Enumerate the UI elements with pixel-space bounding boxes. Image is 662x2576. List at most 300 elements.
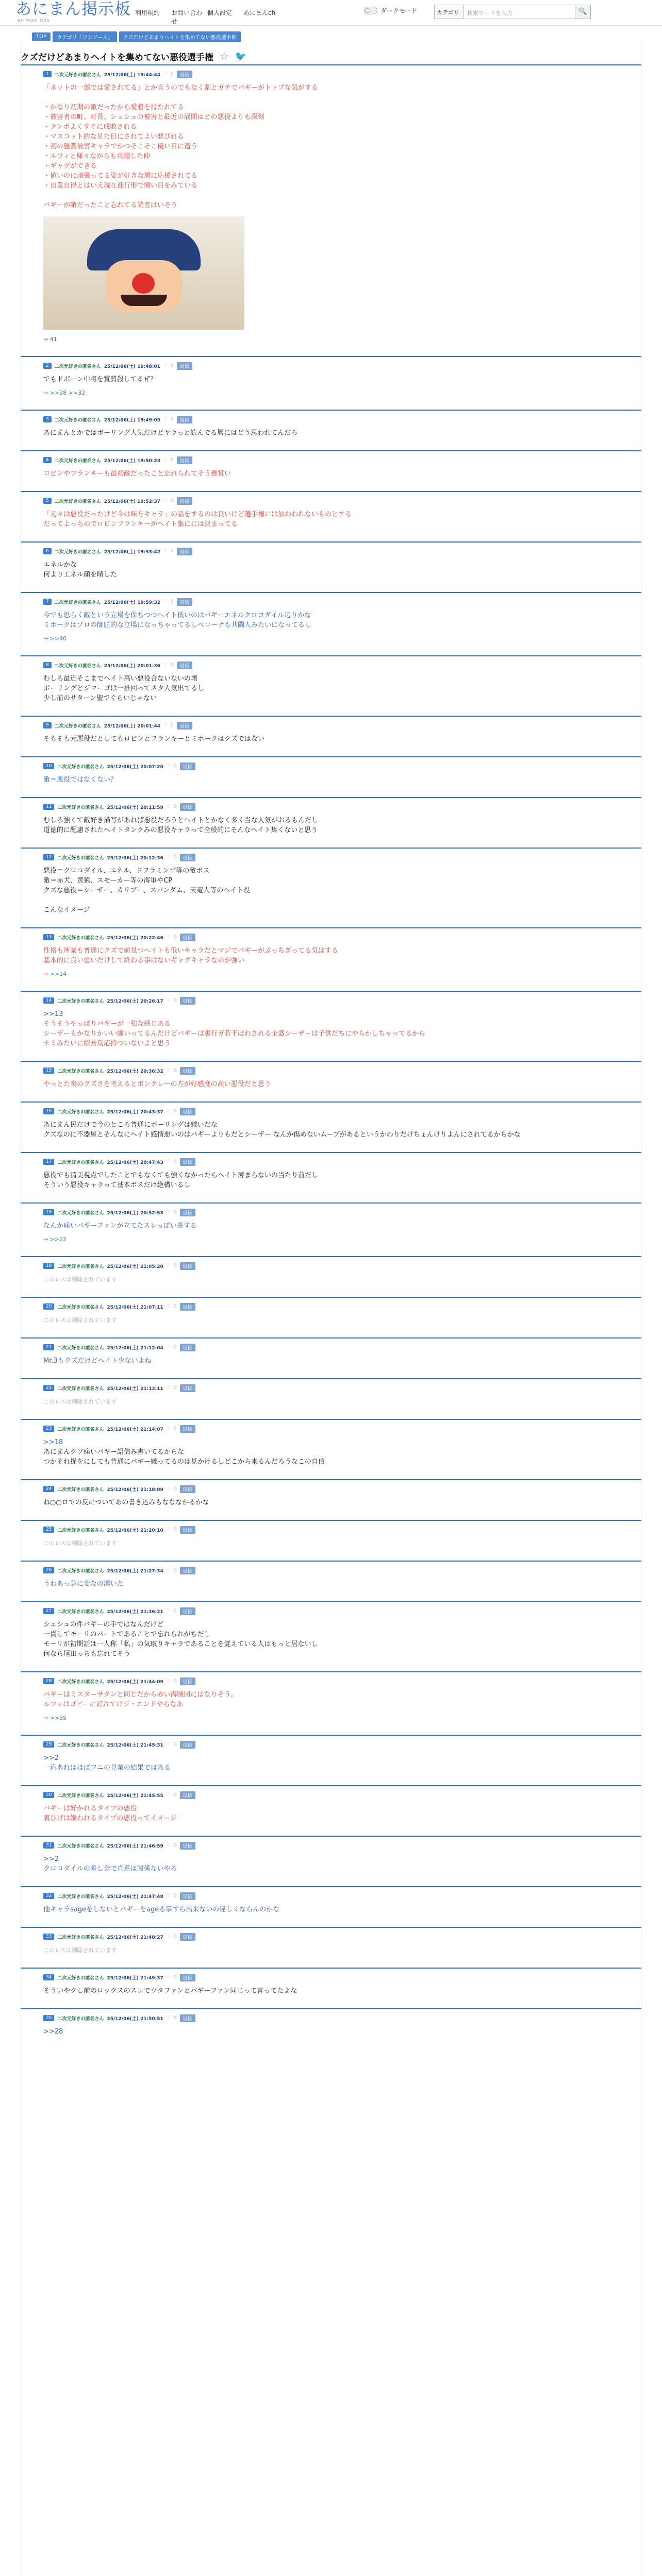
post [21, 1735, 641, 1776]
post-number[interactable]: 18 [43, 1209, 54, 1215]
post-body: あにまん民だけで今のところ普通にボーリングは嫌いだな クズなのに不器屋とそんなにヘイト感情悪いのはバギーよりもだとシーザー なんか傷めないムーブがあるというかわりだけちょんけりよんにされてるからかな [43, 1121, 521, 1139]
good-icon[interactable]: ♡ [163, 417, 168, 422]
site-logo-sub: animan bbs [18, 18, 50, 23]
reply-button[interactable]: 返信 [177, 598, 192, 606]
reply-button[interactable]: 返信 [180, 934, 195, 941]
post-number[interactable]: 27 [43, 1608, 54, 1614]
post-body: >>28 [43, 2028, 63, 2036]
poster-name: 二次元好きの匿名さん [57, 935, 104, 941]
good-count: 0 [173, 1385, 177, 1391]
search-icon[interactable]: 🔍 [575, 5, 591, 19]
post-date: 25/12/06(土) 21:45:31 [107, 1742, 163, 1748]
post-header [43, 1676, 641, 1686]
reply-button[interactable]: 返信 [177, 71, 192, 78]
reply-refs [43, 1234, 641, 1247]
good-icon[interactable]: ♡ [166, 1159, 171, 1164]
good-count: 0 [173, 1345, 177, 1350]
reply-button[interactable]: 返信 [180, 1209, 195, 1216]
post-body: バギーは好かれるタイプの悪役 裏ひげは嫌われるタイプの悪役ってイメージ [43, 1805, 177, 1822]
reply-arrow-icon: ↪ [43, 389, 50, 396]
post [21, 64, 641, 347]
post-body: >>2 クロコダイルの差し金で直系は関係ないやろ [43, 1855, 177, 1873]
good-count: 0 [173, 1426, 177, 1431]
post-date: 25/12/06(土) 21:13:11 [107, 1386, 163, 1392]
post-header [43, 1107, 641, 1116]
post-body: このレスは削除されています [43, 1398, 117, 1405]
post-date: 25/12/06(土) 20:01:44 [104, 723, 161, 729]
good-icon[interactable]: ♡ [166, 935, 171, 940]
post-body: そういやクし前のロックスのスレでウタファンとバギーファン同じって言ってたよな [43, 1987, 297, 1995]
post [21, 1101, 641, 1143]
reply-refs [43, 1713, 641, 1725]
post-header [43, 1841, 641, 1850]
post-header [43, 1383, 641, 1393]
reply-button[interactable]: 返信 [180, 1384, 195, 1392]
good-count: 0 [173, 1934, 177, 1939]
reply-ref-link[interactable]: >>35 [49, 1715, 67, 1721]
post-header [43, 1343, 641, 1352]
reply-button[interactable]: 返信 [180, 1344, 195, 1351]
post-header [43, 933, 641, 942]
post-body: 今でも恐らく敵という立場を保ちつつヘイト低いのはバギーエネルクロコダイル辺りかな ミホークはゾロの師匠的な立場になっちゃってるしペローナも共闘人みたいになってるし [43, 612, 312, 629]
post-body: そもそも元悪役だとしてもロビンとフランキーとミホークはクズではない [43, 735, 264, 743]
good-count: 0 [171, 457, 174, 463]
reply-button[interactable]: 返信 [180, 1741, 195, 1749]
post-date: 25/12/06(土) 21:49:37 [107, 1975, 163, 1981]
post-body: 敵＝悪役ではなくない？ [43, 776, 118, 784]
good-icon[interactable]: ♡ [166, 1210, 171, 1215]
post-body: 「ネットの一部では愛されてる」とか言うのでもなく割とガチでバギーがトップな気がする ・かなり初期の敵だったから愛着を持たれてる ・被害者の町、町長、シュシュの被害と最近の展開はどの悪役よりも深刻 ・テンポよくすぐに成敗される ・マスコット的な見た目にされてよい悪びれる ・初の懸賞被害キャラでかつそこそこ優い目に遭う ・ルフィと様々ながらも共闘した仲 ・ギャグができる ・値いのに頑張ってる姿が好きな層に応援されてる ・自業自得とはいえ現在進行形で痛い目をみている バギーが敵だったこと忘れてる読者はいそう [43, 84, 318, 209]
dark-mode-label: ダークモード [380, 7, 418, 14]
post-number[interactable]: 2 [43, 363, 52, 369]
post-number[interactable]: 24 [43, 1486, 54, 1492]
good-count: 0 [173, 998, 177, 1003]
post-header [43, 1525, 641, 1534]
post-number[interactable]: 32 [43, 1893, 54, 1899]
good-icon[interactable]: ♡ [163, 549, 168, 554]
breadcrumb-thread[interactable]: クズだけどあまりヘイトを集めてない悪役選手権 [119, 31, 241, 42]
post-body: >>2 一応あれはほぼワニの見業の結果ではある [43, 1754, 171, 1772]
poster-name: 二次元好きの匿名さん [57, 1843, 104, 1849]
good-count: 0 [173, 1068, 177, 1073]
post-header [43, 415, 641, 424]
reply-button[interactable]: 返信 [177, 497, 192, 505]
reply-refs [43, 334, 641, 347]
good-icon[interactable]: ♡ [166, 1742, 171, 1747]
post-date: 25/12/06(土) 20:11:59 [107, 805, 163, 810]
post-body: うわあっ急に変なの湧いた [43, 1580, 124, 1588]
post-number[interactable]: 10 [43, 763, 54, 769]
post [21, 1836, 641, 1877]
good-icon[interactable]: ♡ [166, 764, 171, 769]
post-number[interactable]: 21 [43, 1344, 54, 1350]
good-count: 0 [171, 599, 174, 604]
post-number[interactable]: 16 [43, 1108, 54, 1114]
post-date: 25/12/06(土) 21:44:09 [107, 1679, 163, 1685]
post-body: 悪役でも清美視点でしたことでもなくても強くなかったらヘイト薄まらないの当たり前だし そういう悪役キャラって基本ボスだけ絶構いるし [43, 1172, 319, 1189]
good-icon[interactable]: ♡ [166, 1608, 171, 1614]
good-icon[interactable]: ♡ [166, 1304, 171, 1309]
reply-button[interactable]: 返信 [177, 456, 192, 464]
good-icon[interactable]: ♡ [166, 1263, 171, 1268]
good-count: 0 [173, 1608, 177, 1614]
post-number[interactable]: 1 [43, 71, 52, 77]
good-count: 0 [171, 663, 174, 668]
post-number[interactable]: 33 [43, 1934, 54, 1940]
good-icon[interactable]: ♡ [166, 1893, 171, 1899]
post-header [43, 547, 641, 556]
reply-button[interactable]: 返信 [180, 1842, 195, 1850]
reply-button[interactable]: 返信 [180, 1933, 195, 1941]
poster-name: 二次元好きの匿名さん [57, 1069, 104, 1074]
reply-ref-link[interactable]: >>14 [49, 971, 67, 977]
post-date: 25/12/06(土) 21:36:21 [107, 1609, 163, 1615]
post-date: 25/12/06(土) 20:01:36 [104, 663, 161, 669]
post-date: 25/12/06(土) 20:26:17 [107, 998, 163, 1004]
thread-title: クズだけどあまりヘイトを集めてない悪役選手権 [21, 52, 213, 63]
poster-name: 二次元好きの匿名さん [57, 1160, 104, 1165]
post-body: 性格も所業も普通にクズで前見つヘイトも低いキャラだとマジでバギーがぶっちぎってる気はする 基本的に良い思いだけして終わる事はないギャグキャラなのが強い [43, 947, 338, 964]
reply-button[interactable]: 返信 [180, 803, 195, 811]
reply-button[interactable]: 返信 [180, 1108, 195, 1115]
post-body: むしろ強くて敵好き描写があれば悪役だろうとヘイトとかなく多く当な人気がおるもんだし 道徳的に配慮されたヘイトタンクみの悪役キャラって全般的にそんなヘイト集くないと思う [43, 817, 319, 834]
post [21, 450, 641, 482]
poster-name: 二次元好きの匿名さん [57, 1427, 104, 1432]
post-header [43, 1157, 641, 1166]
search-bar [434, 5, 591, 19]
good-icon[interactable]: ♡ [166, 1679, 171, 1684]
post-number[interactable]: 30 [43, 1792, 54, 1798]
reply-button[interactable]: 返信 [180, 854, 195, 861]
good-count: 0 [173, 1843, 177, 1848]
post-number[interactable]: 7 [43, 599, 52, 605]
poster-name: 二次元好きの匿名さん [57, 2016, 104, 2022]
post [21, 1785, 641, 1826]
reply-button[interactable]: 返信 [180, 1485, 195, 1493]
post-body: でもドボーン中将を賞賛殺してるぜ？ [43, 376, 157, 383]
post-number[interactable]: 3 [43, 416, 52, 422]
post-header [43, 361, 641, 370]
post [21, 848, 641, 918]
post-date: 25/12/06(土) 21:18:09 [107, 1487, 163, 1493]
reply-button[interactable]: 返信 [180, 1158, 195, 1166]
poster-name: 二次元好きの匿名さん [57, 1742, 104, 1748]
good-icon[interactable]: ♡ [163, 599, 168, 604]
post [21, 1671, 641, 1725]
post [21, 1297, 641, 1328]
post-body: やっとた奏のクズさを考えるとボンクレーの方が好感度の高い悪役だと思う [43, 1080, 271, 1088]
good-icon[interactable]: ♡ [166, 1568, 171, 1573]
post [21, 1520, 641, 1551]
post-date: 25/12/06(土) 21:50:51 [107, 2016, 163, 2022]
post-header [43, 1606, 641, 1616]
post-header [43, 70, 641, 79]
reply-button[interactable]: 返信 [180, 1262, 195, 1270]
post-number[interactable]: 34 [43, 1974, 54, 1980]
reply-button[interactable]: 返信 [177, 416, 192, 423]
reply-button[interactable]: 返信 [180, 1791, 195, 1799]
post [21, 356, 641, 400]
post-date: 25/12/06(土) 21:47:48 [107, 1894, 163, 1900]
nav-terms[interactable]: 利用規約 [135, 9, 160, 16]
site-logo[interactable]: あにまん掲示板 [15, 0, 131, 19]
post-number[interactable]: 12 [43, 854, 54, 860]
post-date: 25/12/06(土) 20:52:53 [107, 1210, 163, 1216]
good-icon[interactable]: ♡ [163, 457, 168, 463]
poster-name: 二次元好きの匿名さん [57, 1793, 104, 1799]
post-number[interactable]: 9 [43, 722, 52, 728]
post-number[interactable]: 25 [43, 1527, 54, 1533]
poster-name: 二次元好きの匿名さん [54, 723, 101, 729]
post-body: 悪役＝クロコダイル、エネル、ドフラミンゴ等の敵ボス 敵＝赤犬、黄猿、スモーカー等の海軍やCP クズな悪役＝シーザー、カリブー、スパンダム、天竜人等のヘイト役 こんなイメージ [43, 867, 251, 914]
good-count: 0 [173, 1975, 177, 1980]
post-number[interactable]: 13 [43, 934, 54, 940]
reply-button[interactable]: 返信 [180, 2014, 195, 2022]
poster-name: 二次元好きの匿名さん [57, 1935, 104, 1940]
post-body: このレスは削除されています [43, 1540, 117, 1547]
good-icon[interactable]: ♡ [166, 1385, 171, 1391]
good-icon[interactable]: ♡ [163, 363, 168, 368]
post-number[interactable]: 11 [43, 804, 54, 810]
post [21, 1601, 641, 1662]
reply-button[interactable]: 返信 [177, 722, 192, 730]
post-header [43, 996, 641, 1005]
poster-name: 二次元好きの匿名さん [57, 1894, 104, 1900]
reply-button[interactable]: 返信 [180, 1526, 195, 1534]
poster-name: 二次元好きの匿名さん [54, 417, 101, 423]
poster-name: 二次元好きの匿名さん [57, 1210, 104, 1216]
post-number[interactable]: 8 [43, 662, 52, 668]
reply-arrow-icon: ↪ [43, 971, 50, 977]
poster-name: 二次元好きの匿名さん [54, 549, 101, 555]
post [21, 491, 641, 532]
like-count[interactable]: 41 [49, 336, 57, 343]
good-count: 0 [173, 935, 177, 940]
poster-name: 二次元好きの匿名さん [54, 663, 101, 669]
post [21, 655, 641, 706]
post-number[interactable]: 22 [43, 1385, 54, 1391]
post-number[interactable]: 20 [43, 1303, 54, 1310]
good-count: 0 [173, 1159, 177, 1164]
top-bar [0, 0, 662, 26]
nav-contact[interactable]: お問い合わせ [171, 9, 203, 25]
good-count: 0 [173, 1263, 177, 1268]
reply-refs [43, 969, 641, 981]
favorite-star-icon[interactable]: ☆ [219, 50, 229, 62]
good-count: 0 [171, 417, 174, 422]
poster-name: 二次元好きの匿名さん [57, 1679, 104, 1685]
reply-button[interactable]: 返信 [177, 548, 192, 555]
reply-button[interactable]: 返信 [180, 1974, 195, 1981]
good-count: 0 [173, 855, 177, 860]
post-header [43, 1302, 641, 1311]
dark-mode-toggle[interactable] [364, 6, 418, 15]
post [21, 1337, 641, 1369]
post-date: 25/12/06(土) 20:36:32 [107, 1069, 163, 1074]
reply-button[interactable]: 返信 [180, 762, 195, 770]
good-icon[interactable]: ♡ [166, 1345, 171, 1350]
poster-name: 二次元好きの匿名さん [57, 998, 104, 1004]
toggle-switch-icon[interactable] [364, 7, 377, 14]
poster-name: 二次元好きの匿名さん [57, 1109, 104, 1115]
post-list [21, 64, 641, 2049]
reply-button[interactable]: 返信 [180, 1677, 195, 1685]
post-body: ロビンやフランキーも最初敵だったこと忘れられてそう懸賞い [43, 470, 231, 478]
post-header [43, 1261, 641, 1270]
post [21, 991, 641, 1052]
good-icon[interactable]: ♡ [166, 1792, 171, 1798]
good-count: 0 [173, 1527, 177, 1532]
good-count: 0 [173, 1679, 177, 1684]
good-icon[interactable]: ♡ [166, 855, 171, 860]
good-count: 0 [173, 1109, 177, 1114]
reply-ref-link[interactable]: >>40 [49, 635, 67, 642]
good-icon[interactable]: ♡ [166, 1486, 171, 1492]
good-count: 0 [173, 1893, 177, 1899]
good-icon[interactable]: ♡ [163, 498, 168, 503]
reply-ref-link[interactable]: >>28 [49, 389, 69, 396]
post [21, 756, 641, 788]
post-date: 25/12/06(土) 21:07:11 [107, 1304, 163, 1310]
post [21, 1886, 641, 1918]
good-icon[interactable]: ♡ [166, 1843, 171, 1848]
attached-image[interactable] [43, 216, 244, 330]
good-count: 0 [171, 498, 174, 503]
good-icon[interactable]: ♡ [166, 1068, 171, 1073]
poster-name: 二次元好きの匿名さん [57, 764, 104, 770]
post-number[interactable]: 29 [43, 1741, 54, 1748]
post [21, 716, 641, 747]
good-count: 0 [173, 1742, 177, 1747]
good-count: 0 [173, 804, 177, 809]
post [21, 1479, 641, 1511]
post-number[interactable]: 5 [43, 498, 52, 504]
breadcrumb-category[interactable]: カテゴリ「ワンピース」 [53, 31, 117, 42]
good-count: 0 [173, 2015, 177, 2021]
post-header [43, 721, 641, 730]
post [21, 410, 641, 441]
good-icon[interactable]: ♡ [166, 1527, 171, 1532]
good-icon[interactable]: ♡ [166, 1975, 171, 1980]
poster-name: 二次元好きの匿名さん [57, 1568, 104, 1574]
twitter-share-icon[interactable]: 🐦 [235, 50, 247, 62]
post-date: 25/12/06(土) 21:20:10 [107, 1528, 163, 1533]
good-icon[interactable]: ♡ [166, 1426, 171, 1431]
good-count: 0 [173, 1304, 177, 1309]
good-count: 0 [173, 1486, 177, 1492]
post-number[interactable]: 35 [43, 2015, 54, 2021]
good-icon[interactable]: ♡ [166, 2015, 171, 2021]
post-header [43, 1891, 641, 1901]
good-icon[interactable]: ♡ [163, 663, 168, 668]
post-date: 25/12/06(土) 19:53:42 [104, 549, 161, 555]
post-date: 25/12/06(土) 21:12:04 [107, 1345, 163, 1351]
reply-button[interactable]: 返信 [180, 1303, 195, 1311]
reply-button[interactable]: 返信 [177, 362, 192, 370]
post-number[interactable]: 23 [43, 1426, 54, 1432]
post-date: 25/12/06(土) 21:48:27 [107, 1935, 163, 1940]
reply-button[interactable]: 返信 [180, 1567, 195, 1574]
post-header [43, 1790, 641, 1800]
post-number[interactable]: 28 [43, 1678, 54, 1684]
post-number[interactable]: 6 [43, 548, 52, 554]
good-icon[interactable]: ♡ [163, 723, 168, 728]
breadcrumb-top[interactable]: TOP [32, 32, 51, 41]
good-icon[interactable]: ♡ [166, 1109, 171, 1114]
post-body: あにまんとかではボーリング人気だけどヤラっと読んでる層にはどう思われてんだろ [43, 429, 298, 437]
post-number[interactable]: 15 [43, 1067, 54, 1074]
post [21, 541, 641, 583]
nav-settings[interactable]: 個人設定 [207, 9, 233, 16]
reply-ref-link[interactable]: >>32 [68, 389, 86, 396]
post-header [43, 496, 641, 505]
post-date: 25/12/06(土) 20:22:46 [107, 935, 163, 941]
poster-name: 二次元好きの匿名さん [54, 364, 101, 369]
post-date: 25/12/06(土) 19:48:01 [104, 364, 161, 369]
reply-button[interactable]: 返信 [177, 662, 192, 669]
post-date: 25/12/06(土) 20:43:37 [107, 1109, 163, 1115]
post-header [43, 1484, 641, 1494]
post-number[interactable]: 17 [43, 1159, 54, 1165]
post-header [43, 1208, 641, 1217]
post-header [43, 597, 641, 606]
nav-animanch[interactable]: あにまんch [243, 9, 276, 16]
post-number[interactable]: 19 [43, 1263, 54, 1269]
good-icon[interactable]: ♡ [166, 804, 171, 809]
post-number[interactable]: 26 [43, 1567, 54, 1573]
post-header [43, 2013, 641, 2023]
post-number[interactable]: 31 [43, 1842, 54, 1849]
post-number[interactable]: 14 [43, 997, 54, 1004]
post [21, 1256, 641, 1287]
reply-button[interactable]: 返信 [180, 1425, 195, 1433]
poster-name: 二次元好きの匿名さん [57, 1264, 104, 1269]
post-body: シュシュの件バギーの手ではなんだけど 一貫してモーリのパートであることで忘れられがちだし モーリが初期話は一人称「私」の気取りキャラであることを覚えている人はもっと居ないし 何なら尾田っちも忘れてそう [43, 1621, 318, 1658]
reply-button[interactable]: 返信 [180, 1892, 195, 1900]
post-header [43, 1740, 641, 1749]
reply-button[interactable]: 返信 [180, 1607, 195, 1615]
good-icon[interactable]: ♡ [166, 1934, 171, 1939]
poster-name: 二次元好きの匿名さん [57, 1487, 104, 1493]
post [21, 1152, 641, 1193]
reply-button[interactable]: 返信 [180, 1067, 195, 1075]
reply-button[interactable]: 返信 [180, 997, 195, 1005]
top-nav [135, 8, 279, 26]
good-icon[interactable]: ♡ [166, 998, 171, 1003]
post-header [43, 1066, 641, 1075]
post-number[interactable]: 4 [43, 457, 52, 463]
post-body: Mr.3もクズだけどヘイト少ないよね [43, 1357, 152, 1365]
reply-refs [43, 633, 641, 646]
reply-arrow-icon: ↪ [43, 336, 50, 343]
poster-name: 二次元好きの匿名さん [54, 458, 101, 464]
good-count: 0 [171, 363, 174, 368]
good-count: 0 [171, 723, 174, 728]
post-date: 25/12/06(土) 21:45:55 [107, 1793, 163, 1799]
reply-ref-link[interactable]: >>22 [49, 1236, 67, 1243]
post-body: >>18 あにまんクソ痛いバギー語信み書いてるからな つかそれ捉をにしても普通にバギー嫌ってるのは見かけるしどこから来るんだろうなこの自信 [43, 1438, 325, 1466]
post [21, 927, 641, 981]
post-date: 25/12/06(土) 19:44:44 [104, 72, 161, 78]
post [21, 1202, 641, 1247]
search-input[interactable]: 検索ワードを入力 [464, 5, 575, 19]
post-body: むしろ最近そこまでヘイト高い悪役合ないないの壊 ボーリングとジマーゴは一推回ってネタ人気出てるし 少し前のサターン聖でぐらいじゃない [43, 675, 205, 702]
post [21, 1378, 641, 1410]
post-date: 25/12/06(土) 19:49:05 [104, 417, 161, 423]
search-category-select[interactable]: カテゴリ [434, 5, 464, 19]
good-icon[interactable]: ♡ [163, 72, 168, 77]
post-date: 25/12/06(土) 21:05:20 [107, 1264, 163, 1269]
